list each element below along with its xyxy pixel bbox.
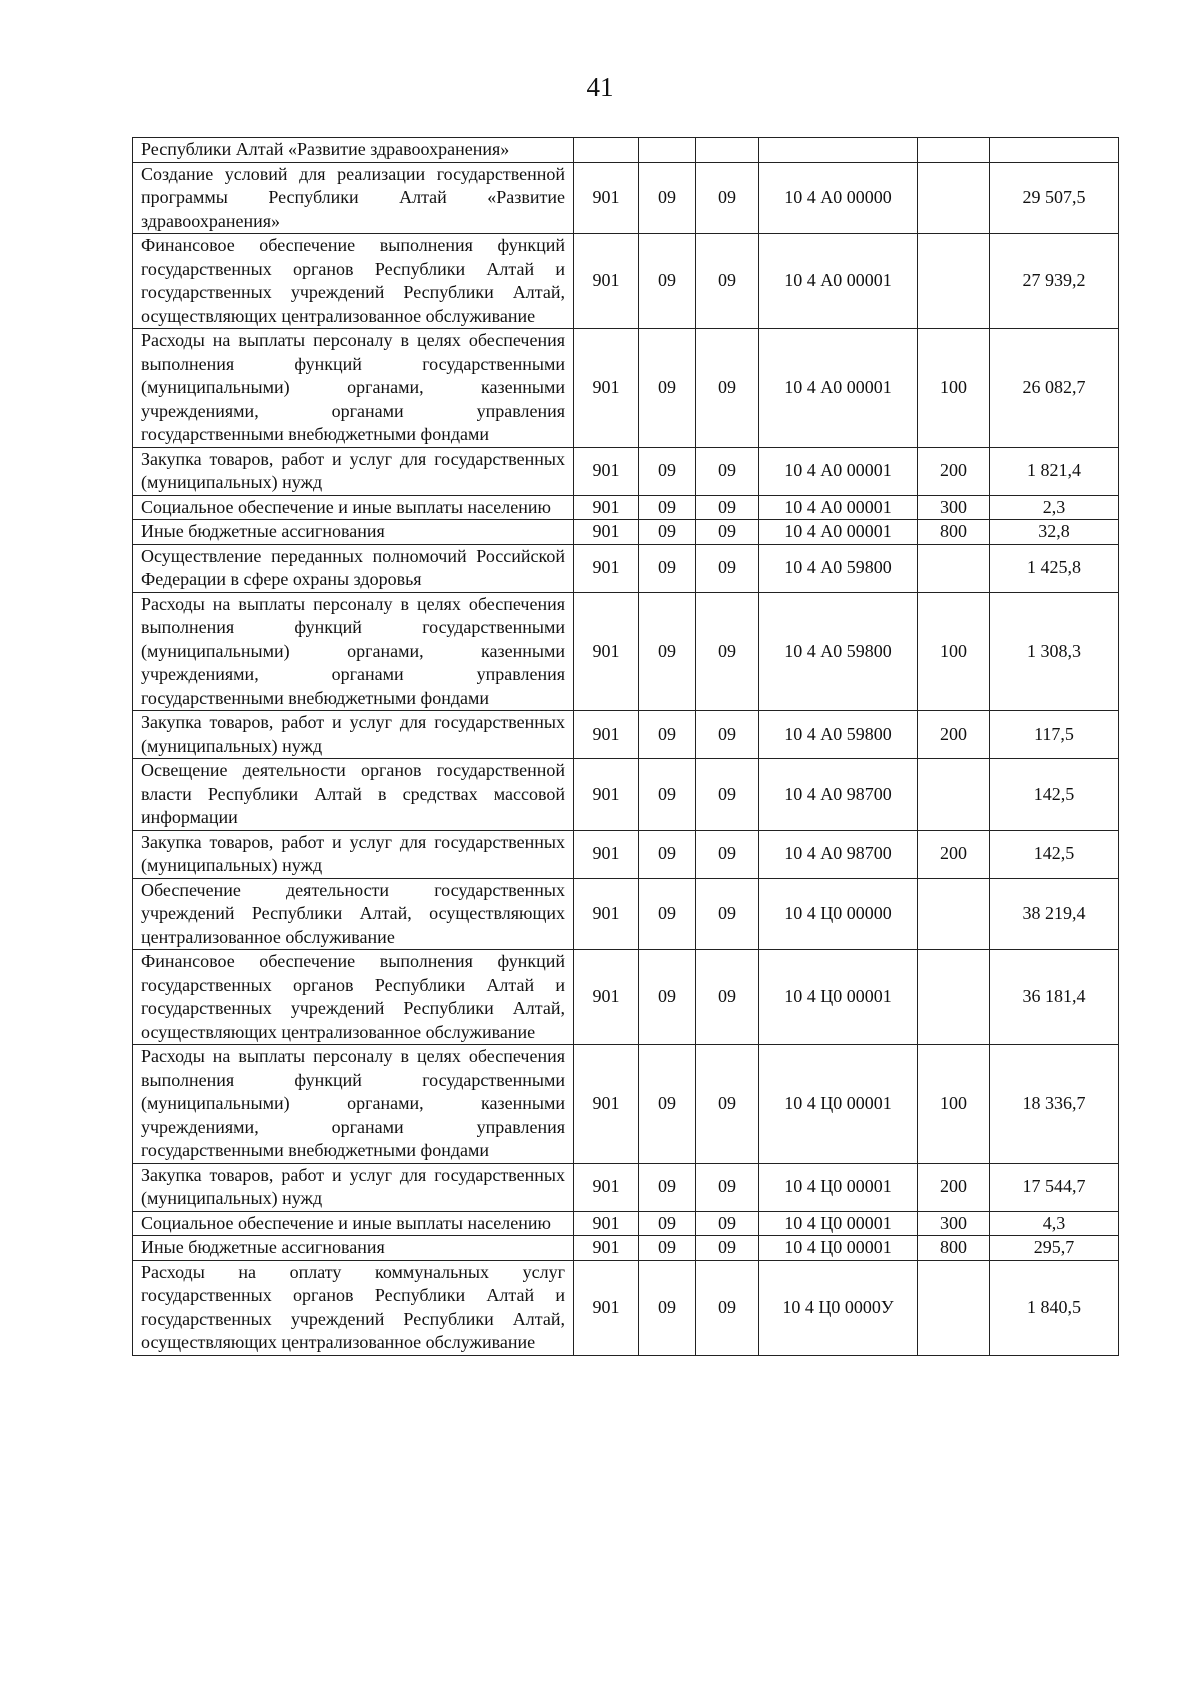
- amount-cell: 18 336,7: [990, 1045, 1119, 1164]
- amount-cell: 2,3: [990, 495, 1119, 520]
- expense-type-cell: [918, 544, 990, 592]
- target-article-cell: [759, 138, 918, 163]
- admin-code-cell: 901: [574, 1260, 639, 1355]
- section-code-cell: 09: [639, 544, 696, 592]
- expense-type-cell: [918, 950, 990, 1045]
- subsection-code-cell: 09: [696, 1260, 759, 1355]
- amount-cell: 295,7: [990, 1236, 1119, 1261]
- expense-type-cell: 300: [918, 1211, 990, 1236]
- admin-code-cell: 901: [574, 711, 639, 759]
- target-article-cell: 10 4 А0 59800: [759, 544, 918, 592]
- admin-code-cell: 901: [574, 520, 639, 545]
- section-code-cell: 09: [639, 1045, 696, 1164]
- row-name-cell: Закупка товаров, работ и услуг для государственных (муниципальных) нужд: [133, 711, 574, 759]
- admin-code-cell: 901: [574, 447, 639, 495]
- table-row: [133, 950, 1119, 1045]
- admin-code-cell: 901: [574, 544, 639, 592]
- target-article-cell: 10 4 А0 00001: [759, 234, 918, 329]
- admin-code-cell: 901: [574, 329, 639, 448]
- row-name-cell: Иные бюджетные ассигнования: [133, 520, 574, 545]
- table-row: [133, 234, 1119, 329]
- target-article-cell: 10 4 А0 98700: [759, 759, 918, 831]
- amount-cell: 38 219,4: [990, 878, 1119, 950]
- amount-cell: 1 821,4: [990, 447, 1119, 495]
- expense-type-cell: [918, 759, 990, 831]
- table-row: [133, 1260, 1119, 1355]
- table-row: [133, 711, 1119, 759]
- subsection-code-cell: 09: [696, 1163, 759, 1211]
- table-row: [133, 162, 1119, 234]
- table-row: [133, 329, 1119, 448]
- table-row: [133, 1045, 1119, 1164]
- expense-type-cell: 200: [918, 830, 990, 878]
- expense-type-cell: 300: [918, 495, 990, 520]
- row-name-cell: Социальное обеспечение и иные выплаты населению: [133, 495, 574, 520]
- section-code-cell: [639, 138, 696, 163]
- section-code-cell: 09: [639, 329, 696, 448]
- admin-code-cell: 901: [574, 830, 639, 878]
- row-name-cell: Закупка товаров, работ и услуг для государственных (муниципальных) нужд: [133, 447, 574, 495]
- expense-type-cell: [918, 878, 990, 950]
- row-name-cell: Расходы на выплаты персоналу в целях обеспечения выполнения функций государственными (муниципальными) органами, казенными учреждениями, органами управления государственными внебюджетными фондами: [133, 592, 574, 711]
- admin-code-cell: [574, 138, 639, 163]
- subsection-code-cell: 09: [696, 711, 759, 759]
- expense-type-cell: [918, 234, 990, 329]
- target-article-cell: 10 4 А0 59800: [759, 592, 918, 711]
- section-code-cell: 09: [639, 495, 696, 520]
- expense-type-cell: 800: [918, 1236, 990, 1261]
- subsection-code-cell: 09: [696, 329, 759, 448]
- amount-cell: 29 507,5: [990, 162, 1119, 234]
- amount-cell: 17 544,7: [990, 1163, 1119, 1211]
- admin-code-cell: 901: [574, 495, 639, 520]
- expense-type-cell: 800: [918, 520, 990, 545]
- admin-code-cell: 901: [574, 162, 639, 234]
- amount-cell: 142,5: [990, 830, 1119, 878]
- amount-cell: 117,5: [990, 711, 1119, 759]
- table-row: [133, 592, 1119, 711]
- table-row: [133, 495, 1119, 520]
- section-code-cell: 09: [639, 1211, 696, 1236]
- table-row: [133, 520, 1119, 545]
- row-name-cell: Республики Алтай «Развитие здравоохранения»: [133, 138, 574, 163]
- target-article-cell: 10 4 А0 98700: [759, 830, 918, 878]
- amount-cell: 36 181,4: [990, 950, 1119, 1045]
- target-article-cell: 10 4 А0 00001: [759, 329, 918, 448]
- target-article-cell: 10 4 А0 00000: [759, 162, 918, 234]
- section-code-cell: 09: [639, 1260, 696, 1355]
- table-row: [133, 878, 1119, 950]
- amount-cell: 32,8: [990, 520, 1119, 545]
- expense-type-cell: 100: [918, 329, 990, 448]
- subsection-code-cell: 09: [696, 520, 759, 545]
- table-row: [133, 1163, 1119, 1211]
- row-name-cell: Иные бюджетные ассигнования: [133, 1236, 574, 1261]
- table-row: [133, 544, 1119, 592]
- row-name-cell: Создание условий для реализации государственной программы Республики Алтай «Развитие здравоохранения»: [133, 162, 574, 234]
- subsection-code-cell: [696, 138, 759, 163]
- target-article-cell: 10 4 Ц0 00001: [759, 950, 918, 1045]
- row-name-cell: Освещение деятельности органов государственной власти Республики Алтай в средствах массовой информации: [133, 759, 574, 831]
- table-row: [133, 830, 1119, 878]
- amount-cell: 142,5: [990, 759, 1119, 831]
- subsection-code-cell: 09: [696, 234, 759, 329]
- row-name-cell: Расходы на выплаты персоналу в целях обеспечения выполнения функций государственными (муниципальными) органами, казенными учреждениями, органами управления государственными внебюджетными фондами: [133, 1045, 574, 1164]
- subsection-code-cell: 09: [696, 1236, 759, 1261]
- subsection-code-cell: 09: [696, 878, 759, 950]
- section-code-cell: 09: [639, 592, 696, 711]
- table-row: [133, 447, 1119, 495]
- admin-code-cell: 901: [574, 759, 639, 831]
- section-code-cell: 09: [639, 520, 696, 545]
- row-name-cell: Расходы на оплату коммунальных услуг государственных органов Республики Алтай и государственных учреждений Республики Алтай, осуществляющих централизованное обслуживание: [133, 1260, 574, 1355]
- subsection-code-cell: 09: [696, 759, 759, 831]
- subsection-code-cell: 09: [696, 830, 759, 878]
- target-article-cell: 10 4 Ц0 0000У: [759, 1260, 918, 1355]
- row-name-cell: Закупка товаров, работ и услуг для государственных (муниципальных) нужд: [133, 830, 574, 878]
- table-row: [133, 759, 1119, 831]
- table-row: [133, 138, 1119, 163]
- section-code-cell: 09: [639, 711, 696, 759]
- target-article-cell: 10 4 А0 00001: [759, 520, 918, 545]
- expense-type-cell: 200: [918, 711, 990, 759]
- amount-cell: 27 939,2: [990, 234, 1119, 329]
- admin-code-cell: 901: [574, 950, 639, 1045]
- admin-code-cell: 901: [574, 1163, 639, 1211]
- expense-type-cell: 200: [918, 447, 990, 495]
- subsection-code-cell: 09: [696, 544, 759, 592]
- expense-type-cell: 200: [918, 1163, 990, 1211]
- section-code-cell: 09: [639, 830, 696, 878]
- row-name-cell: Осуществление переданных полномочий Российской Федерации в сфере охраны здоровья: [133, 544, 574, 592]
- subsection-code-cell: 09: [696, 950, 759, 1045]
- admin-code-cell: 901: [574, 878, 639, 950]
- section-code-cell: 09: [639, 1236, 696, 1261]
- table-row: [133, 1211, 1119, 1236]
- amount-cell: 1 840,5: [990, 1260, 1119, 1355]
- expense-type-cell: 100: [918, 592, 990, 711]
- target-article-cell: 10 4 А0 59800: [759, 711, 918, 759]
- subsection-code-cell: 09: [696, 447, 759, 495]
- subsection-code-cell: 09: [696, 162, 759, 234]
- expense-type-cell: 100: [918, 1045, 990, 1164]
- section-code-cell: 09: [639, 1163, 696, 1211]
- row-name-cell: Расходы на выплаты персоналу в целях обеспечения выполнения функций государственными (муниципальными) органами, казенными учреждениями, органами управления государственными внебюджетными фондами: [133, 329, 574, 448]
- admin-code-cell: 901: [574, 592, 639, 711]
- row-name-cell: Финансовое обеспечение выполнения функций государственных органов Республики Алтай и государственных учреждений Республики Алтай, осуществляющих централизованное обслуживание: [133, 234, 574, 329]
- expense-type-cell: [918, 1260, 990, 1355]
- table-row: [133, 1236, 1119, 1261]
- target-article-cell: 10 4 А0 00001: [759, 447, 918, 495]
- subsection-code-cell: 09: [696, 495, 759, 520]
- admin-code-cell: 901: [574, 1045, 639, 1164]
- row-name-cell: Финансовое обеспечение выполнения функций государственных органов Республики Алтай и государственных учреждений Республики Алтай, осуществляющих централизованное обслуживание: [133, 950, 574, 1045]
- amount-cell: [990, 138, 1119, 163]
- amount-cell: 26 082,7: [990, 329, 1119, 448]
- admin-code-cell: 901: [574, 1236, 639, 1261]
- subsection-code-cell: 09: [696, 1211, 759, 1236]
- row-name-cell: Закупка товаров, работ и услуг для государственных (муниципальных) нужд: [133, 1163, 574, 1211]
- subsection-code-cell: 09: [696, 1045, 759, 1164]
- row-name-cell: Социальное обеспечение и иные выплаты населению: [133, 1211, 574, 1236]
- expense-type-cell: [918, 138, 990, 163]
- target-article-cell: 10 4 Ц0 00000: [759, 878, 918, 950]
- section-code-cell: 09: [639, 162, 696, 234]
- section-code-cell: 09: [639, 234, 696, 329]
- section-code-cell: 09: [639, 950, 696, 1045]
- row-name-cell: Обеспечение деятельности государственных учреждений Республики Алтай, осуществляющих централизованное обслуживание: [133, 878, 574, 950]
- section-code-cell: 09: [639, 447, 696, 495]
- expense-type-cell: [918, 162, 990, 234]
- admin-code-cell: 901: [574, 1211, 639, 1236]
- target-article-cell: 10 4 Ц0 00001: [759, 1211, 918, 1236]
- amount-cell: 4,3: [990, 1211, 1119, 1236]
- amount-cell: 1 425,8: [990, 544, 1119, 592]
- section-code-cell: 09: [639, 878, 696, 950]
- section-code-cell: 09: [639, 759, 696, 831]
- target-article-cell: 10 4 Ц0 00001: [759, 1163, 918, 1211]
- admin-code-cell: 901: [574, 234, 639, 329]
- amount-cell: 1 308,3: [990, 592, 1119, 711]
- budget-table-body: [133, 138, 1119, 1356]
- page-number: 41: [586, 72, 614, 102]
- target-article-cell: 10 4 А0 00001: [759, 495, 918, 520]
- subsection-code-cell: 09: [696, 592, 759, 711]
- budget-table: [132, 137, 1119, 1356]
- target-article-cell: 10 4 Ц0 00001: [759, 1045, 918, 1164]
- target-article-cell: 10 4 Ц0 00001: [759, 1236, 918, 1261]
